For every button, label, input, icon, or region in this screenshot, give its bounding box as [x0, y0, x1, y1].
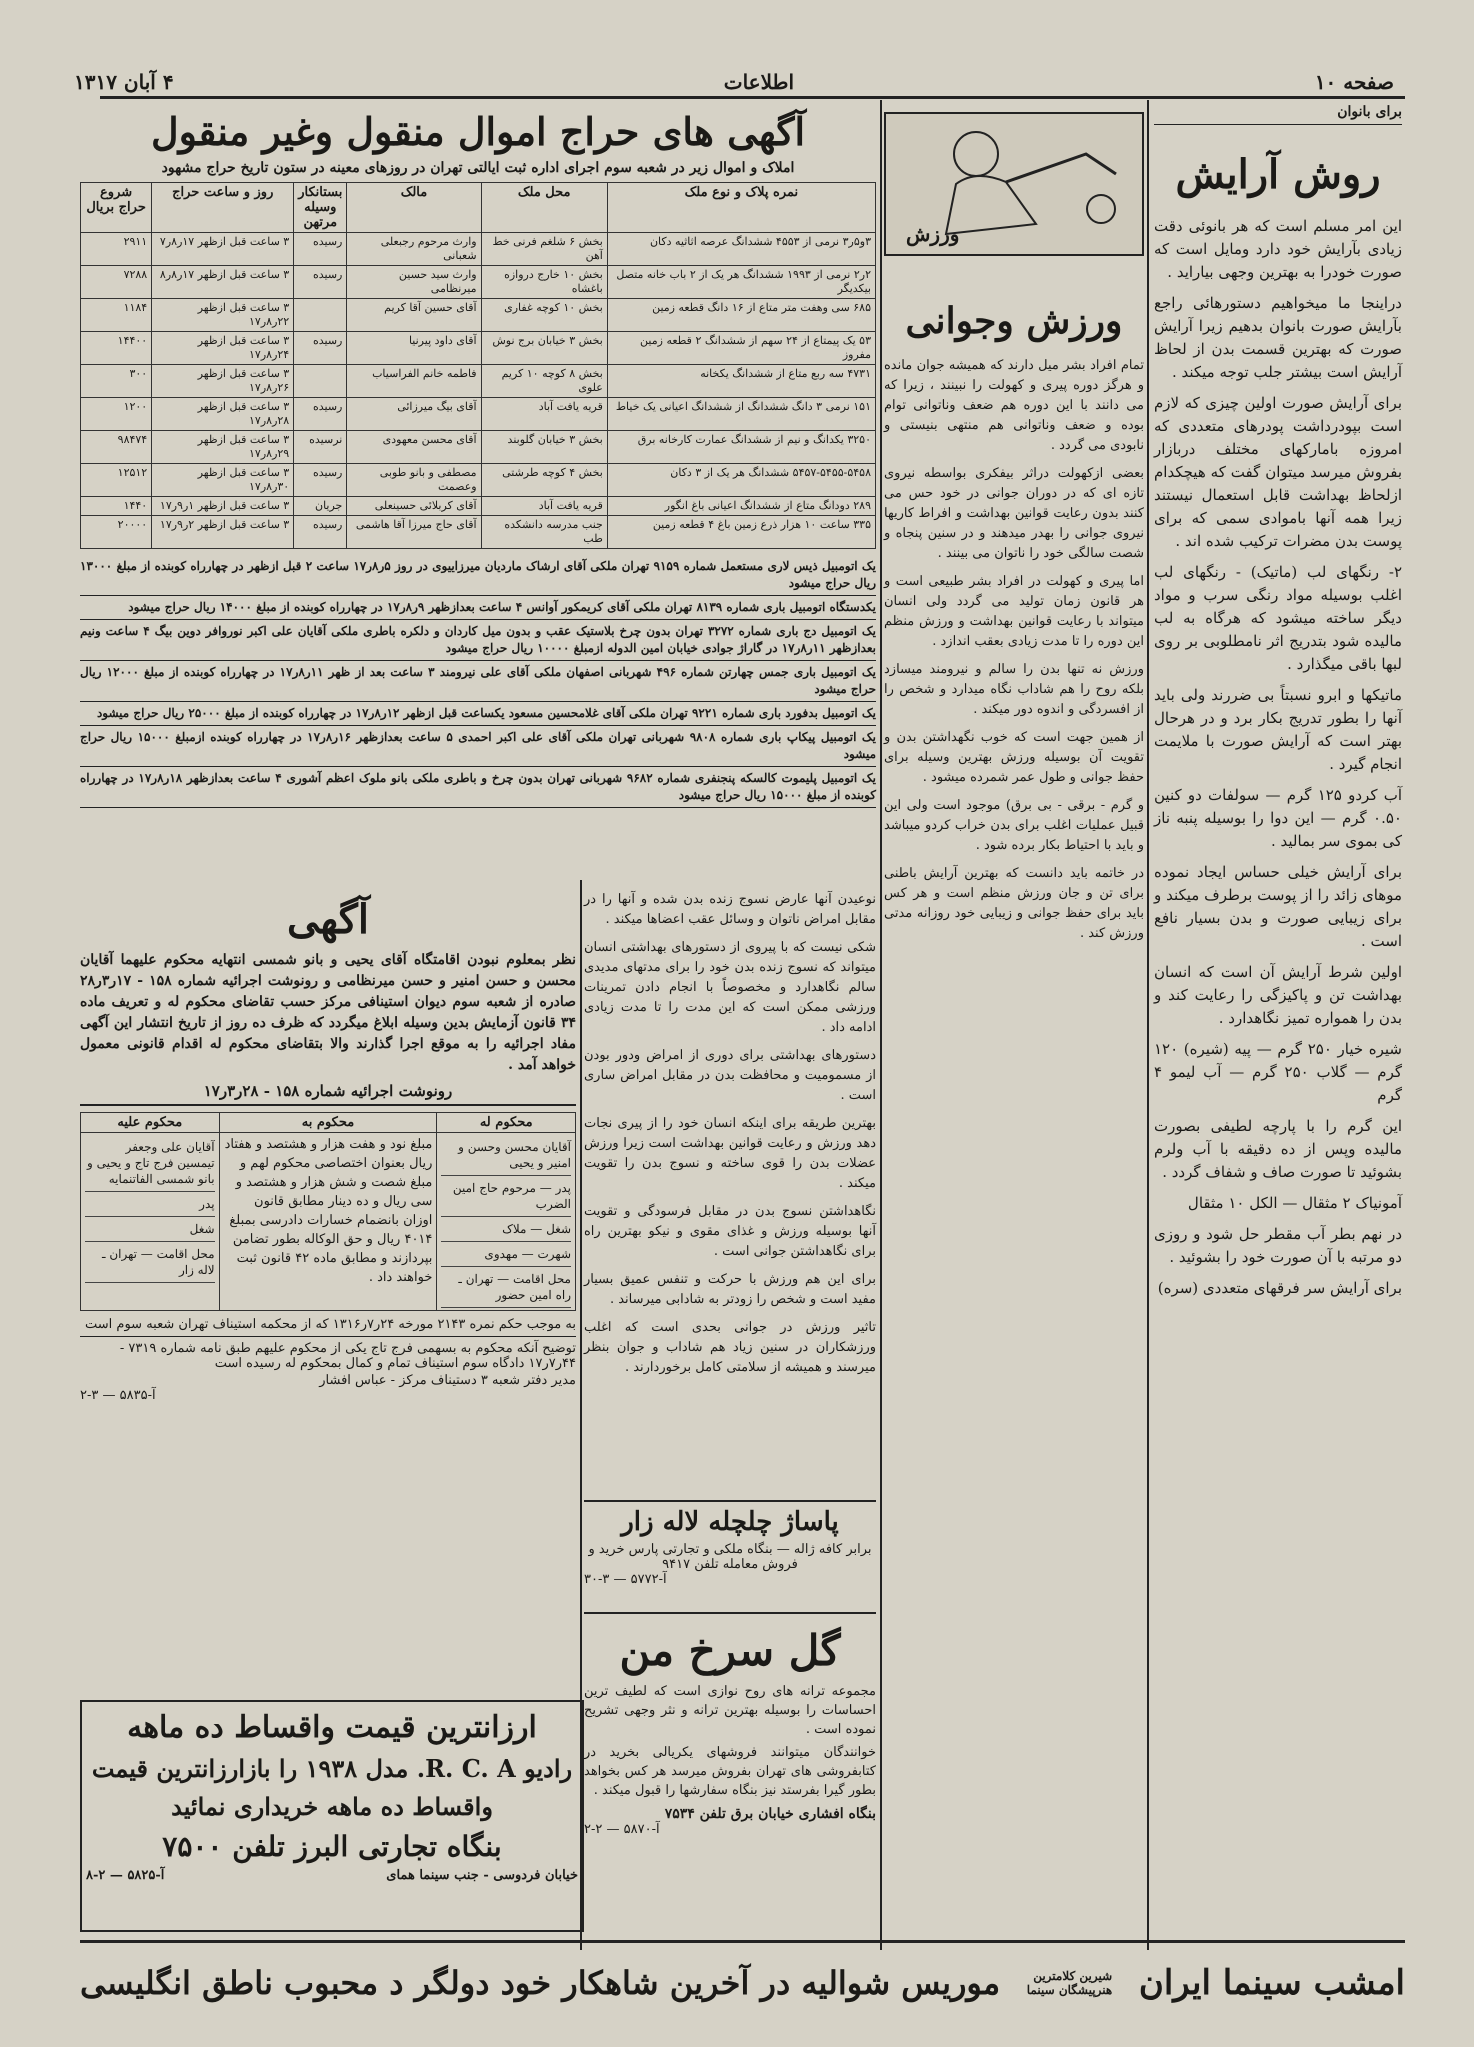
paragraph: برای آرایش خیلی حساس ایجاد نموده موهای زائد را از پوست برطرف میکند و برای زیبایی صورت و بدن بسیار نافع است . [1154, 863, 1402, 950]
table-row [81, 431, 876, 464]
table-cell: نرسیده [294, 431, 347, 464]
cinema-banner [80, 1948, 1405, 2018]
paragraph: شیره خیار ۲۵۰ گرم — پیه (شیره) ۱۲۰ گرم — گلاب ۲۵۰ گرم — آب لیمو ۴ گرم [1154, 1040, 1402, 1104]
table-cell: فاطمه خانم الفراسیاب [347, 365, 481, 398]
table-cell: ۳ ساعت قبل ازظهر ۲۴ر۸ر۱۷ [152, 332, 294, 365]
table-cell: ۴۷۳۱ سه ربع متاع از ششدانگ یکخانه [607, 365, 875, 398]
notice-ref: رونوشت اجرائیه شماره ۱۵۸ - ۲۸ر۳ر۱۷ [80, 1082, 576, 1106]
ad-body: مجموعه ترانه های روح نوازی است که لطیف ترین احساسات را بوسیله بهترین ترانه و نثر وجهی تشریح نموده است . [584, 1684, 876, 1737]
paragraph: تاثیر ورزش در جوانی بحدی است که اغلب ورزشکاران در سنین زیاد هم شاداب و جوان بنظر میرسند و همیشه از سلامتی کامل برخوردارند . [584, 1320, 876, 1375]
masthead [74, 70, 1394, 96]
col-header: محکوم علیه [81, 1113, 220, 1133]
court-notice [80, 890, 576, 1590]
table-cell: آقای داود پیرنیا [347, 332, 481, 365]
notice-title: آگهی [287, 896, 369, 943]
article-body [884, 356, 1144, 944]
table-row [81, 497, 876, 516]
paragraph: نگاهداشتن نسوج بدن در مقابل فرسودگی و تقویت آنها بوسیله ورزش و غذای مقوی و نیکو بهترین راه برای نگاهداشتن جوانی است . [584, 1204, 876, 1259]
tagline-bottom: هنرپیشگان سینما [1026, 1983, 1113, 1997]
col-header: نمره پلاک و نوع ملک [607, 183, 875, 233]
tagline-top: شیرین کلامترین [1033, 1969, 1113, 1983]
defendant-cell [81, 1133, 220, 1311]
pasaj-ad [584, 1500, 876, 1614]
auction-table [80, 182, 876, 549]
column-rule [880, 100, 882, 880]
col-header: محکوم له [437, 1113, 576, 1133]
table-cell: ۹۸۴۷۴ [81, 431, 152, 464]
table-cell: آقای حاج میرزا آقا هاشمی [347, 516, 481, 549]
paragraph: بعضی ازکهولت دراثر بیفکری بواسطه نیروی تازه ای که در دوران جوانی در خود حس می کنند بدون رعایت قوانین بهداشت و افراط کاریها نیروی جوانی را بهدر میدهند و در سنین پنجاه و شصت سالگی خود را ناتوان می بینند . [884, 466, 1144, 561]
table-cell: آقای کربلائی حسینعلی [347, 497, 481, 516]
paragraph: تمام افراد بشر میل دارند که همیشه جوان مانده و هرگز دوره پیری و کهولت را نبینند ، زیرا که می دانند با این دوره هم ضعف وناتوانی توام بوده و ضعف وناتوانی هم منتهی بنیستی و نابودی می گردد . [884, 358, 1144, 453]
middle-article [584, 890, 876, 1490]
table-cell: آقای محسن معهودی [347, 431, 481, 464]
ad-code: آ-۵۸۷۰ — ۲-۲ [584, 1822, 660, 1837]
paragraph: برای این هم ورزش با حرکت و تنفس عمیق بسیار مفید است و شخص را زودتر به شادابی میرساند . [584, 1272, 876, 1307]
vehicle-notice: یکدستگاه اتومبیل باری شماره ۸۱۳۹ تهران ملکی آقای کریمکور آوانس ۴ ساعت بعدازظهر ۹ر۸ر۱۷ در چهارراه کوبنده از مبلغ ۱۴۰۰۰ ریال حراج میشود [80, 596, 876, 620]
table-cell [294, 365, 347, 398]
ad-address: بنگاه افشاری خیابان برق تلفن ۷۵۳۴ [664, 1806, 876, 1822]
paragraph: شکی نیست که با پیروی از دستورهای بهداشتی انسان میتواند که نسوج زنده بدن خود را برای مدتهای مدیدی سالم نگاهدارد و مخصوصاً با انجام دادن تمرینات ورزشی ممکن است که این مدت را تا مدت زیادی ادامه داد . [584, 940, 876, 1035]
column-rule [880, 880, 882, 1950]
paragraph: برای آرایش صورت اولین چیزی که لازم است بپودرداشت پودرهای متعددی که امروزه بامارکهای مختلف دربازار بفروش میرسد میتوان گفت که هیچکدام ازلحاظ بهداشت قابل استعمال نیستند زیرا همه آنها باموادی سمی که برای پوست بدن مضرات ترکیب شده اند . [1154, 394, 1402, 550]
article-title: ورزش وجوانی [905, 300, 1123, 342]
table-cell: ۱۴۴۰۰ [81, 332, 152, 365]
cinema-name: امشب سینما ایران [1138, 1963, 1405, 2003]
table-cell: بخش ۳ خیابان گلوبند [481, 431, 607, 464]
vehicle-notice: یک اتومبیل بدفورد باری شماره ۹۲۲۱ تهران ملکی آقای غلامحسین مسعود یکساعت قبل ازظهر ۱۲ر۸ر۱۷ در چهارراه کوبنده از مبلغ ۲۵۰۰۰ ریال حراج میشود [80, 702, 876, 726]
table-cell: بخش ۶ شلغم فرنی خط آهن [481, 233, 607, 266]
cinema-tagline [1027, 1969, 1112, 1997]
paragraph: برای آرایش سر فرقهای متعددی (سره) [1157, 1279, 1402, 1297]
paragraph: ۲- رنگهای لب (ماتیک) - رنگهای لب اغلب بوسیله مواد رنگی سرب و مواد دیگر ساخته میشود که هرگاه به لب مالیده شود بتدریج اثر نامطلوبی بر روی لبها باقی میگذارد . [1154, 563, 1402, 673]
paper-name: اطلاعات [723, 70, 794, 94]
vehicle-notice: یک اتومبیل پلیموت کالسکه پنجنفری شماره ۹۶۸۲ شهربانی تهران بدون چرخ و باطری ملکی بانو ملوک اعظم آشوری ۴ ساعت بعدازظهر ۱۸ر۸ر۱۷ در چهارراه کوبنده از مبلغ ۱۵۰۰۰ ریال حراج میشود [80, 767, 876, 808]
table-cell: رسیده [294, 266, 347, 299]
table-cell: بخش ۱۰ خارج دروازه باغشاه [481, 266, 607, 299]
table-cell: رسیده [294, 233, 347, 266]
article-title: روش آرایش [1175, 151, 1381, 198]
paragraph: در نهم بطر آب مقطر حل شود و روزی دو مرتبه با آن صورت خود را بشوئید . [1154, 1225, 1402, 1266]
illustration-caption: ورزش [906, 222, 960, 246]
paragraph: بهترین طریقه برای اینکه انسان خود را از پیری نجات دهد ورزش و رعایت قوانین بهداشت است زیرا ورزش عضلات بدن را قوی ساخته و نسوج بدن را تقویت میکند . [584, 1116, 876, 1191]
table-cell: ۷۲۸۸ [81, 266, 152, 299]
table-cell: ۳ ساعت قبل ازظهر ۲ر۹ر۱۷ [152, 516, 294, 549]
paragraph: این امر مسلم است که هر بانوئی دقت زیادی بآرایش خود دارد ومایل است که صورت خودرا به بهترین وجهی بیاراید . [1154, 217, 1402, 281]
paragraph: و گرم - برقی - بی برق) موجود است ولی این قبیل عملیات اغلب برای بدن خراب کردو میباشد و باید با احتیاط بکار برده شود . [884, 798, 1144, 853]
page-number: صفحه ۱۰ [1314, 70, 1394, 94]
table-cell: ۵۳ یک پیمتاع از ۲۴ سهم از ششدانگ ۲ قطعه زمین مفروز [607, 332, 875, 365]
table-row [81, 332, 876, 365]
table-cell: ۱۱۸۴ [81, 299, 152, 332]
table-cell: بخش ۸ کوچه ۱۰ کریم علوی [481, 365, 607, 398]
gol-sorkh-ad [584, 1620, 876, 1910]
col-header: محل ملک [481, 183, 607, 233]
paragraph: آمونیاک ۲ مثقال — الکل ۱۰ مثقال [1187, 1194, 1402, 1212]
table-cell: ۱۵۱ نرمی ۳ دانگ ششدانگ از ششدانگ اعیانی یک خیاط [607, 398, 875, 431]
table-cell: ۵۴۵۷-۵۴۵۵-۵۴۵۸ ششدانگ هر یک از ۳ دکان [607, 464, 875, 497]
paragraph: اما پیری و کهولت در افراد بشر طبیعی است و هر قانون زمان تولید می گردد ولی انسان میتواند با رعایت قوانین بهداشت و ورزش منظم این دوره را تا مدت زیادی بعقب اندازد . [884, 574, 1144, 649]
cell-line: محل اقامت — تهران ـ لاله زار [85, 1242, 215, 1283]
table-cell: رسیده [294, 332, 347, 365]
table-cell: ۱۲۰۰ [81, 398, 152, 431]
radio-ad [80, 1700, 584, 1932]
table-cell: ۶۸۵ سی وهفت متر متاع از ۱۶ دانگ قطعه زمین [607, 299, 875, 332]
women-column [1154, 104, 1402, 1934]
table-cell: بخش ۳ خیابان برج نوش [481, 332, 607, 365]
paragraph: ماتیکها و ابرو نسبتاً بی ضررند ولی باید آنها را بطور تدریج بکار برد و در هرحال بهتر است که آرایش صورت با ملایمت انجام گیرد . [1154, 686, 1402, 773]
film-title: موریس شوالیه در آخرین شاهکار خود دولگر د محبوب ناطق انگلیسی [80, 1964, 1001, 2002]
notice-code: آ-۵۸۳۵ — ۳-۲ [80, 1388, 156, 1403]
ad-line: ارزانترین قیمت واقساط ده ماهه [127, 1710, 537, 1745]
table-cell: ۳ ساعت قبل ازظهر ۲۲ر۸ر۱۷ [152, 299, 294, 332]
table-cell: ۳ ساعت قبل ازظهر ۱۷ر۸ر۸ [152, 266, 294, 299]
table-row [81, 464, 876, 497]
footer-note: به موجب حکم نمره ۲۱۴۳ مورخه ۲۴ر۷ر۱۳۱۶ که از محکمه استیناف تهران شعبه سوم است [85, 1317, 576, 1332]
cell-line: پدر [85, 1192, 215, 1217]
col-header: بستانکار وسیله مرتهن [294, 183, 347, 233]
paragraph: دستورهای بهداشتی برای دوری از امراض ودور بودن از مسمومیت و محافظت بدن در مقابل امراض ساری است . [584, 1048, 876, 1103]
closing-note: توضیح آنکه محکوم به بسهمی فرج تاج یکی از محکوم علیهم طبق نامه شماره ۷۳۱۹ - ۴۴ر۷ر۱۷ دادگاه سوم استیناف تمام و کمال بمحکوم له رسیده است [80, 1336, 576, 1371]
col-header: روز و ساعت حراج [152, 183, 294, 233]
cell-line: شهرت — مهدوی [441, 1242, 571, 1267]
claimant-cell [437, 1133, 576, 1311]
table-cell: جنب مدرسه دانشکده طب [481, 516, 607, 549]
vehicle-notices [80, 555, 876, 808]
masthead-rule [100, 96, 1405, 99]
judgment-cell: مبلغ نود و هفت هزار و هشتصد و هفتاد ریال بعنوان اختصاصی محکوم لهم و مبلغ شصت و شش هزار و هشتصد و سی ریال و ده دینار مطابق قانون اوزان بانضمام خسارات دادرسی بمبلغ ۴۰۱۴ ریال و حق الوکاله بطور تضامن بپردازند و مطابق ماده ۴۲ قانون ثبت خواهند داد . [219, 1133, 437, 1311]
paragraph: ورزش نه تنها بدن را سالم و نیرومند میسازد بلکه روح را هم شاداب نگاه میدارد و شخص را از افسردگی و اندوه دور میکند . [884, 662, 1144, 717]
ad-line: واقساط ده ماهه خریداری نمائید [171, 1792, 493, 1821]
paragraph: دراینجا ما میخواهیم دستورهائی راجع بآرایش صورت بانوان بدهیم زیرا آرایش صورت که بهترین قسمت بدن از لحاظ آرایش است بیشتر جلب توجه میکند . [1154, 294, 1402, 381]
table-cell: رسیده [294, 516, 347, 549]
table-row [81, 365, 876, 398]
cell-line: شغل [85, 1217, 215, 1242]
sport-article [884, 104, 1144, 941]
paragraph: اولین شرط آرایش آن است که انسان بهداشت تن و پاکیزگی را رعایت کند و بدن را همواره تمیز نگاهدارد . [1154, 963, 1402, 1027]
table-cell: قریه یافت آباد [481, 398, 607, 431]
paragraph: نوعیدن آنها عارض نسوج زنده بدن شده و آنها را در مقابل امراض ناتوان و وسائل عقب اعضاها میکند . [584, 892, 876, 927]
judgment-table [80, 1112, 576, 1311]
table-cell: ۲ر۲ نرمی از ۱۹۹۳ ششدانگ هر یک از ۲ باب خانه متصل بیکدیگر [607, 266, 875, 299]
vehicle-notice: یک اتومبیل دج باری شماره ۳۲۷۲ تهران بدون چرخ بلاستیک عقب و بدون میل کاردان و دلکره باطری ملکی آقایان علی اکبر نوروافر دوین بیگ ۴ ساعت ونیم بعدازظهر ۱۱ر۸ر۱۷ در گاراژ جوادی خیابان امین الدوله ازمبلغ ۱۰۰۰۰ ریال حراج میشود [80, 620, 876, 661]
table-row [81, 398, 876, 431]
table-cell: ۱۲۵۱۲ [81, 464, 152, 497]
banner-rule [80, 1940, 1405, 1943]
paragraph: از همین جهت است که خوب نگهداشتن بدن و تقویت آن بوسیله ورزش بهترین وسیله برای حفظ جوانی و طول عمر شمرده میشود . [884, 730, 1144, 785]
vehicle-notice: یک اتومبیل باری جمس چهارتن شماره ۴۹۶ شهربانی اصفهان ملکی آقای علی نیرومند ۳ ساعت بعد از ظهر ۱۱ر۸ر۱۷ در چهارراه کوبنده از مبلغ ۱۲۰۰۰ ریال حراج میشود [80, 661, 876, 702]
ad-address: خیابان فردوسی - جنب سینما همای [386, 1868, 578, 1883]
article-body [1154, 215, 1402, 1300]
table-cell: ۳۳۵ ساعت ۱۰ هزار ذرع زمین باغ ۴ قطعه زمین [607, 516, 875, 549]
cell-line: محل اقامت — تهران ـ راه امین حضور [441, 1267, 571, 1308]
paragraph: این گرم را با پارچه لطیفی بصورت مالیده وپس از ده دقیقه با آب ولرم بشوئید تا صورت صاف و شفاف گردد . [1154, 1117, 1402, 1181]
auction-title: آگهی های حراج اموال منقول وغیر منقول [150, 109, 806, 154]
table-row [81, 299, 876, 332]
auction-subtitle: املاک و اموال زیر در شعبه سوم اجرای اداره ثبت ایالتی تهران در روزهای معینه در ستون تاریخ حراج مشهود [161, 160, 795, 176]
table-row [81, 233, 876, 266]
col-header: مالک [347, 183, 481, 233]
ad-title: پاساژ چلچله لاله زار [621, 1507, 839, 1537]
table-cell: بخش ۴ کوچه طرشتی [481, 464, 607, 497]
ad-footer [86, 1868, 578, 1883]
ad-body: برابر کافه ژاله — بنگاه ملکی و تجارتی پارس خرید و فروش معامله تلفن ۹۴۱۷ [588, 1542, 872, 1572]
table-cell: ۳ ساعت قبل ازظهر ۲۸ر۸ر۱۷ [152, 398, 294, 431]
table-cell: آقای حسین آقا کریم [347, 299, 481, 332]
table-cell: آقای بیگ میرزائی [347, 398, 481, 431]
table-cell: ۱۴۴۰ [81, 497, 152, 516]
table-row [81, 516, 876, 549]
table-cell [294, 299, 347, 332]
table-cell: مصطفی و بانو طوبی وعصمت [347, 464, 481, 497]
ad-title: گل سرخ من [619, 1626, 841, 1675]
table-cell: ۳ ساعت قبل ازظهر ۱ر۹ر۱۷ [152, 497, 294, 516]
cell-line: آقایان محسن وحسن و امنیر و یحیی [441, 1135, 571, 1176]
table-cell: ۳ ساعت قبل ازظهر ۲۶ر۸ر۱۷ [152, 365, 294, 398]
table-cell: ۳و۵ر۳ نرمی از ۴۵۵۳ ششدانگ عرصه اثاثیه دکان [607, 233, 875, 266]
ad-body-2: خوانندگان میتوانند فروشهای یکریالی بخرید در کتابفروشی های تهران بفروش میرسد هر کس بخواهد بطور گیرا بفرستد نیز بنگاه سفارشها را قبول میکند . [584, 1745, 876, 1798]
cell-line: شغل — ملاک [441, 1217, 571, 1242]
ad-code: آ-۵۷۷۲ — ۳-۳۰ [584, 1572, 667, 1587]
table-cell: ۳۰۰ [81, 365, 152, 398]
table-row [81, 266, 876, 299]
notice-body: نظر بمعلوم نبودن اقامتگاه آقای یحیی و بانو شمسی انتهایه محکوم علیهما آقایان محسن و حسن امنیر و حسن میرنظامی و رونوشت اجرائیه شماره ۱۵۸ - ۱۷ر۳ر۲۸ صادره از شعبه سوم دیوان استینافی مرکز حسب تقاضای محکوم له و تعریف ماده ۳۴ قانون آزمایش بدین وسیله ابلاغ میگردد که ظرف ده روز از تاریخ انتشار این آگهی مفاد اجرائیه را به موقع اجرا گذارند والا بتقاضای محکوم له اقدام قانونی معمول خواهد آمد . [80, 952, 576, 1073]
issue-date: ۴ آبان ۱۳۱۷ [74, 70, 174, 94]
vehicle-notice: یک اتومبیل پیکاپ باری شماره ۹۸۰۸ شهربانی تهران ملکی آقای علی اکبر احمدی ۵ ساعت بعدازظهر ۱۶ر۸ر۱۷ در چهارراه کوبنده ازمبلغ ۱۵۰۰۰ ریال حراج میشود [80, 726, 876, 767]
table-cell: ۳ ساعت قبل ازظهر ۲۹ر۸ر۱۷ [152, 431, 294, 464]
section-label: برای بانوان [1154, 104, 1402, 125]
table-cell: بخش ۱۰ کوچه غفاری [481, 299, 607, 332]
table-cell: ۳۲۵۰ یکدانگ و نیم از ششدانگ عمارت کارخانه برق [607, 431, 875, 464]
auction-notices [80, 104, 876, 874]
table-cell: ۲۹۱۱ [81, 233, 152, 266]
table-cell: ۳ ساعت قبل ازظهر ۳۰ر۸ر۱۷ [152, 464, 294, 497]
col-header: محکوم به [219, 1113, 437, 1133]
table-cell: وارث مرحوم رجبعلی شعبانی [347, 233, 481, 266]
column-rule [1147, 100, 1149, 1950]
table-cell: وارث سید حسین میرنظامی [347, 266, 481, 299]
cell-line: آقایان علی وجعفر تیمسین فرج تاج و یحیی و بانو شمسی الفاتنمایه [85, 1135, 215, 1192]
signature: مدیر دفتر شعبه ۳ دستیناف مرکز - عباس افشار [319, 1373, 576, 1388]
ad-line: بنگاه تجارتی البرز تلفن ۷۵۰۰ [162, 1830, 502, 1863]
table-cell: ۲۰۰۰۰ [81, 516, 152, 549]
article-body [584, 890, 876, 1378]
vehicle-notice: یک اتومبیل ذیس لاری مستعمل شماره ۹۱۵۹ تهران ملکی آقای ارشاک ماردیان میرزاییوی در روز ۵ر۸ر۱۷ ساعت ۲ قبل ازظهر در چهارراه کوبنده از مبلغ ۱۳۰۰۰ ریال حراج میشود [80, 555, 876, 596]
paragraph: در خاتمه باید دانست که بهترین آرایش باطنی برای تن و جان ورزش منظم است و هر کس باید برای حفظ جوانی و زیبایی خود روزانه مدتی ورزش کند . [884, 866, 1144, 941]
sport-illustration [884, 112, 1144, 256]
ad-line: رادیو R. C. A. مدل ۱۹۳۸ را بازارزانترین قیمت [91, 1754, 573, 1783]
table-cell: جریان [294, 497, 347, 516]
table-cell: ۲۸۹ دودانگ متاع از ششدانگ اعیانی باغ انگور [607, 497, 875, 516]
table-cell: رسیده [294, 398, 347, 431]
table-cell: ۳ ساعت قبل ازظهر ۱۷ر۸ر۷ [152, 233, 294, 266]
paragraph: آب کردو ۱۲۵ گرم — سولفات دو کنین ۰.۵۰ گرم — این دوا را بوسیله پنبه ناز کی بموی سر بمالید . [1154, 786, 1402, 850]
cell-line: پدر — مرحوم حاج امین الضرب [441, 1176, 571, 1217]
table-cell: رسیده [294, 464, 347, 497]
table-cell: قریه یافت آباد [481, 497, 607, 516]
col-header: شروع حراج بریال [81, 183, 152, 233]
ad-code: آ-۵۸۲۵ — ۲-۸ [86, 1868, 165, 1883]
